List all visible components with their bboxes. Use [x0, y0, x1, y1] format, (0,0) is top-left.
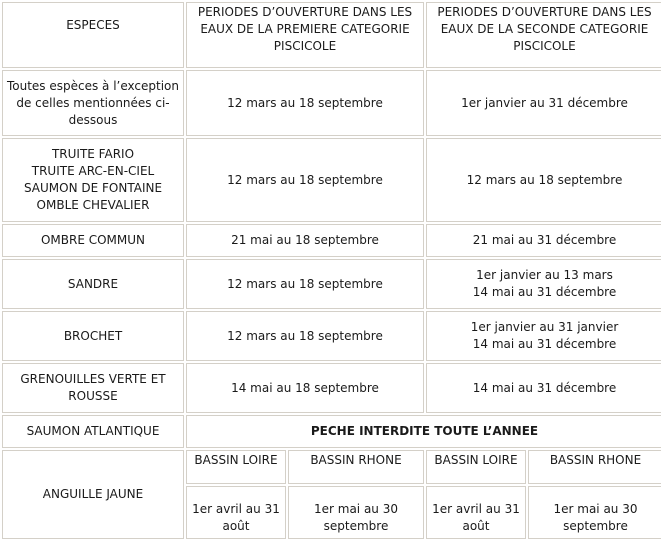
- species-cell: SAUMON ATLANTIQUE: [2, 415, 184, 448]
- bassin-header: BASSIN LOIRE: [186, 450, 286, 484]
- species-line: OMBLE CHEVALIER: [36, 198, 150, 212]
- first-category-period: 12 mars au 18 septembre: [186, 70, 424, 136]
- species-line: TRUITE FARIO: [51, 147, 135, 161]
- table-row: [2, 363, 661, 413]
- species-cell: [2, 138, 184, 222]
- period-line: 1er janvier au 31 janvier: [470, 320, 619, 334]
- header-second-category: PERIODES D’OUVERTURE DANS LES EAUX DE LA SECONDE CATEGORIE PISCICOLE: [426, 2, 661, 68]
- second-category-period: [426, 259, 661, 309]
- bassin-header: BASSIN RHONE: [288, 450, 424, 484]
- first-category-period: 14 mai au 18 septembre: [186, 363, 424, 413]
- species-cell: Toutes espèces à l’exception de celles mentionnées ci-dessous: [2, 70, 184, 136]
- second-category-period: 12 mars au 18 septembre: [426, 138, 661, 222]
- species-line: TRUITE ARC-EN-CIEL: [31, 164, 155, 178]
- species-line: SAUMON DE FONTAINE: [23, 181, 163, 195]
- bassin-period: 1er mai au 30 septembre: [288, 486, 424, 539]
- bassin-period: 1er mai au 30 septembre: [528, 486, 661, 539]
- header-first-category: PERIODES D’OUVERTURE DANS LES EAUX DE LA PREMIERE CATEGORIE PISCICOLE: [186, 2, 424, 68]
- species-cell: GRENOUILLES VERTE ET ROUSSE: [2, 363, 184, 413]
- second-category-period: 1er janvier au 31 décembre: [426, 70, 661, 136]
- species-cell: OMBRE COMMUN: [2, 224, 184, 257]
- first-category-period: 12 mars au 18 septembre: [186, 259, 424, 309]
- header-row: [2, 2, 661, 68]
- first-category-period: 12 mars au 18 septembre: [186, 311, 424, 361]
- table-row: [2, 259, 661, 309]
- table-row: [2, 70, 661, 136]
- table-row: [2, 224, 661, 257]
- species-cell: SANDRE: [2, 259, 184, 309]
- first-category-period: 12 mars au 18 septembre: [186, 138, 424, 222]
- bassin-header: BASSIN RHONE: [528, 450, 661, 484]
- fishing-forbidden-notice: PECHE INTERDITE TOUTE L’ANNEE: [186, 415, 661, 448]
- species-cell: BROCHET: [2, 311, 184, 361]
- bassin-header: BASSIN LOIRE: [426, 450, 526, 484]
- bassin-period: 1er avril au 31 août: [426, 486, 526, 539]
- table-row: [2, 415, 661, 448]
- anguille-bassin-row: [2, 450, 661, 484]
- table-row: [2, 138, 661, 222]
- period-line: 14 mai au 31 décembre: [472, 285, 617, 299]
- second-category-period: 21 mai au 31 décembre: [426, 224, 661, 257]
- first-category-period: 21 mai au 18 septembre: [186, 224, 424, 257]
- bassin-period: 1er avril au 31 août: [186, 486, 286, 539]
- second-category-period: [426, 311, 661, 361]
- second-category-period: 14 mai au 31 décembre: [426, 363, 661, 413]
- header-especes: ESPECES: [2, 2, 184, 68]
- period-line: 14 mai au 31 décembre: [472, 337, 617, 351]
- period-line: 1er janvier au 13 mars: [476, 268, 613, 282]
- species-cell: ANGUILLE JAUNE: [2, 450, 184, 539]
- table-row: [2, 311, 661, 361]
